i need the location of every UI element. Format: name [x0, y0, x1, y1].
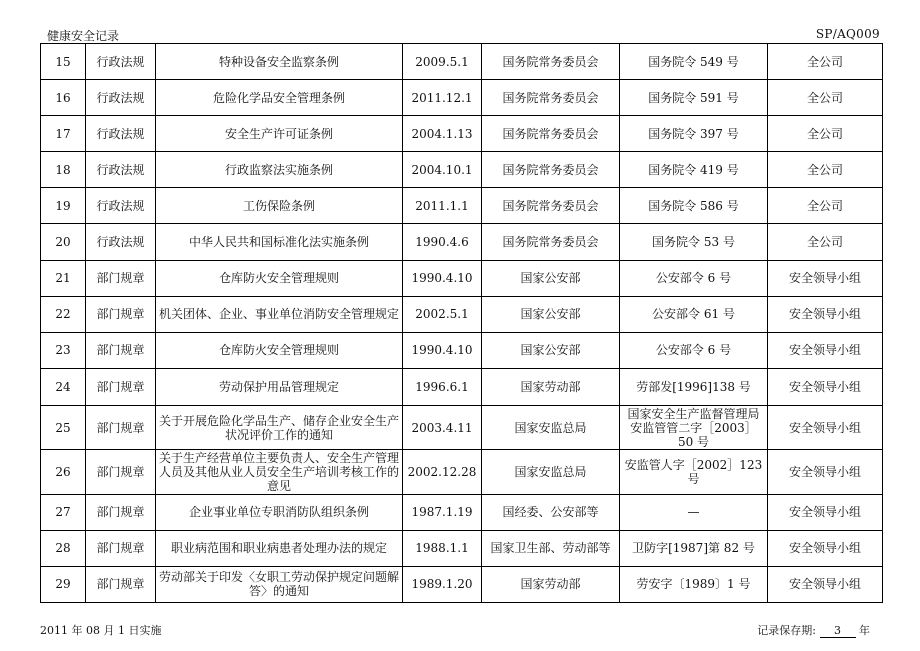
table-row [41, 44, 883, 80]
table-row [41, 450, 883, 494]
row-number: 18 [41, 152, 86, 188]
document-number: 安监管人字［2002］123 号 [620, 450, 768, 494]
table-row [41, 116, 883, 152]
document-number: — [620, 494, 768, 530]
document-number: 劳部发[1996]138 号 [620, 368, 768, 405]
regulation-type: 部门规章 [86, 296, 156, 332]
issuing-authority: 国务院常务委员会 [482, 224, 620, 260]
regulation-name: 工伤保险条例 [156, 188, 403, 224]
regulation-type: 行政法规 [86, 80, 156, 116]
table-row [41, 296, 883, 332]
row-number: 28 [41, 530, 86, 566]
regulation-name: 危险化学品安全管理条例 [156, 80, 403, 116]
regulation-name: 特种设备安全监察条例 [156, 44, 403, 80]
table-row [41, 368, 883, 405]
issuing-authority: 国家公安部 [482, 332, 620, 368]
row-number: 22 [41, 296, 86, 332]
effective-date-cell: 2009.5.1 [403, 44, 482, 80]
regulation-name: 机关团体、企业、事业单位消防安全管理规定 [156, 296, 403, 332]
applicable-scope: 全公司 [768, 116, 883, 152]
regulation-type: 行政法规 [86, 116, 156, 152]
document-number: 国务院令 53 号 [620, 224, 768, 260]
regulation-name: 中华人民共和国标准化法实施条例 [156, 224, 403, 260]
applicable-scope: 全公司 [768, 188, 883, 224]
regulation-table [40, 43, 883, 603]
document-number: 国务院令 419 号 [620, 152, 768, 188]
issuing-authority: 国家劳动部 [482, 368, 620, 405]
regulation-type: 行政法规 [86, 44, 156, 80]
issuing-authority: 国家公安部 [482, 260, 620, 296]
regulation-type: 行政法规 [86, 224, 156, 260]
regulation-name: 职业病范围和职业病患者处理办法的规定 [156, 530, 403, 566]
row-number: 17 [41, 116, 86, 152]
regulation-name: 行政监察法实施条例 [156, 152, 403, 188]
effective-date-cell: 1990.4.10 [403, 332, 482, 368]
effective-date-cell: 2011.12.1 [403, 80, 482, 116]
applicable-scope: 安全领导小组 [768, 332, 883, 368]
row-number: 15 [41, 44, 86, 80]
table-row [41, 260, 883, 296]
retention-period [757, 622, 870, 638]
header-code: SP/AQ009 [815, 27, 880, 41]
regulation-name: 关于开展危险化学品生产、储存企业安全生产状况评价工作的通知 [156, 405, 403, 449]
table-row [41, 80, 883, 116]
regulation-name: 关于生产经营单位主要负责人、安全生产管理人员及其他从业人员安全生产培训考核工作的意见 [156, 450, 403, 494]
regulation-type: 部门规章 [86, 332, 156, 368]
regulation-name: 企业事业单位专职消防队组织条例 [156, 494, 403, 530]
regulation-type: 部门规章 [86, 260, 156, 296]
applicable-scope: 全公司 [768, 80, 883, 116]
table-row [41, 530, 883, 566]
table-row [41, 405, 883, 449]
issuing-authority: 国务院常务委员会 [482, 152, 620, 188]
row-number: 24 [41, 368, 86, 405]
effective-date-cell: 2011.1.1 [403, 188, 482, 224]
table-row [41, 224, 883, 260]
applicable-scope: 全公司 [768, 224, 883, 260]
table-row [41, 188, 883, 224]
issuing-authority: 国务院常务委员会 [482, 44, 620, 80]
regulation-table-body [41, 44, 883, 603]
applicable-scope: 全公司 [768, 152, 883, 188]
row-number: 21 [41, 260, 86, 296]
row-number: 29 [41, 566, 86, 602]
effective-date-cell: 1988.1.1 [403, 530, 482, 566]
effective-date-cell: 1996.6.1 [403, 368, 482, 405]
applicable-scope: 安全领导小组 [768, 450, 883, 494]
regulation-type: 部门规章 [86, 494, 156, 530]
issuing-authority: 国务院常务委员会 [482, 80, 620, 116]
table-row [41, 494, 883, 530]
issuing-authority: 国家安监总局 [482, 405, 620, 449]
issuing-authority: 国务院常务委员会 [482, 188, 620, 224]
applicable-scope: 安全领导小组 [768, 296, 883, 332]
document-number: 国务院令 591 号 [620, 80, 768, 116]
regulation-name: 仓库防火安全管理规则 [156, 260, 403, 296]
regulation-type: 部门规章 [86, 450, 156, 494]
regulation-type: 行政法规 [86, 188, 156, 224]
retention-unit: 年 [859, 624, 870, 637]
effective-date-cell: 2004.10.1 [403, 152, 482, 188]
document-number: 公安部令 61 号 [620, 296, 768, 332]
document-number: 国务院令 549 号 [620, 44, 768, 80]
regulation-type: 部门规章 [86, 368, 156, 405]
regulation-type: 行政法规 [86, 152, 156, 188]
regulation-name: 安全生产许可证条例 [156, 116, 403, 152]
effective-date-cell: 1990.4.6 [403, 224, 482, 260]
applicable-scope: 安全领导小组 [768, 260, 883, 296]
effective-date-cell: 2002.5.1 [403, 296, 482, 332]
effective-date-cell: 2004.1.13 [403, 116, 482, 152]
table-row [41, 152, 883, 188]
issuing-authority: 国家劳动部 [482, 566, 620, 602]
row-number: 25 [41, 405, 86, 449]
row-number: 19 [41, 188, 86, 224]
effective-date-cell: 2003.4.11 [403, 405, 482, 449]
issuing-authority: 国家卫生部、劳动部等 [482, 530, 620, 566]
row-number: 27 [41, 494, 86, 530]
issuing-authority: 国务院常务委员会 [482, 116, 620, 152]
row-number: 16 [41, 80, 86, 116]
applicable-scope: 安全领导小组 [768, 494, 883, 530]
applicable-scope: 安全领导小组 [768, 405, 883, 449]
effective-date-cell: 1989.1.20 [403, 566, 482, 602]
row-number: 20 [41, 224, 86, 260]
document-number: 卫防字[1987]第 82 号 [620, 530, 768, 566]
header-title: 健康安全记录 [47, 29, 120, 43]
regulation-name: 劳动部关于印发〈女职工劳动保护规定问题解答〉的通知 [156, 566, 403, 602]
retention-label: 记录保存期: [757, 624, 816, 637]
regulation-type: 部门规章 [86, 566, 156, 602]
issuing-authority: 国家公安部 [482, 296, 620, 332]
document-number: 国家安全生产监督管理局安监管管二字［2003］50 号 [620, 405, 768, 449]
effective-date: 2011 年 08 月 1 日实施 [40, 624, 162, 637]
issuing-authority: 国经委、公安部等 [482, 494, 620, 530]
table-row [41, 566, 883, 602]
document-number: 公安部令 6 号 [620, 332, 768, 368]
regulation-name: 仓库防火安全管理规则 [156, 332, 403, 368]
applicable-scope: 安全领导小组 [768, 530, 883, 566]
document-number: 国务院令 397 号 [620, 116, 768, 152]
row-number: 23 [41, 332, 86, 368]
retention-value: 3 [820, 624, 856, 638]
document-number: 公安部令 6 号 [620, 260, 768, 296]
regulation-type: 部门规章 [86, 530, 156, 566]
applicable-scope: 安全领导小组 [768, 368, 883, 405]
regulation-type: 部门规章 [86, 405, 156, 449]
applicable-scope: 全公司 [768, 44, 883, 80]
effective-date-cell: 1990.4.10 [403, 260, 482, 296]
row-number: 26 [41, 450, 86, 494]
effective-date-cell: 2002.12.28 [403, 450, 482, 494]
document-number: 国务院令 586 号 [620, 188, 768, 224]
regulation-name: 劳动保护用品管理规定 [156, 368, 403, 405]
document-number: 劳安字〔1989〕1 号 [620, 566, 768, 602]
issuing-authority: 国家安监总局 [482, 450, 620, 494]
applicable-scope: 安全领导小组 [768, 566, 883, 602]
table-row [41, 332, 883, 368]
effective-date-cell: 1987.1.19 [403, 494, 482, 530]
